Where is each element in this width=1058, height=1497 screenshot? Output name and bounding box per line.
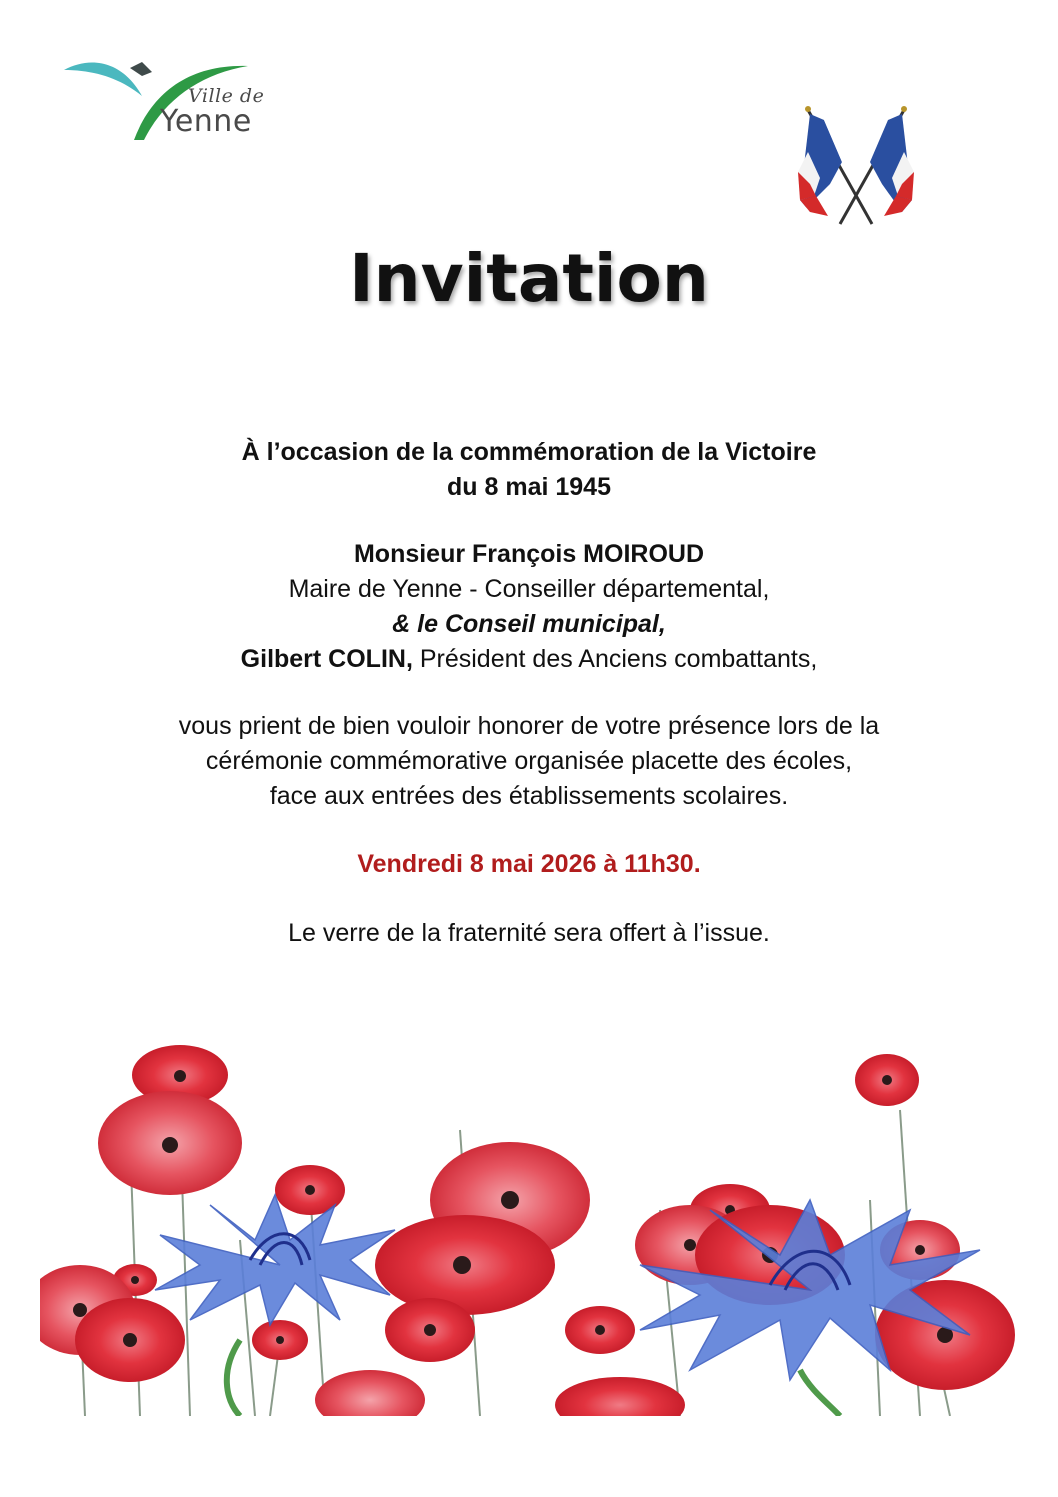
- municipal-council: & le Conseil municipal,: [392, 610, 666, 638]
- poppy-flowers: [40, 1045, 1015, 1416]
- president-role: Président des Anciens combattants,: [412, 645, 818, 673]
- page-title: Invitation: [349, 240, 709, 317]
- president-name: Gilbert COLIN,: [240, 645, 413, 673]
- mayor-name: Monsieur François MOIROUD: [353, 540, 705, 568]
- president-line: [0, 642, 1058, 677]
- mayor-role: Maire de Yenne - Conseiller départemental,: [288, 575, 770, 603]
- event-date: Vendredi 8 mai 2026 à 11h30.: [357, 850, 701, 878]
- logo-ville-de: Ville de: [188, 85, 265, 107]
- poppies-cornflowers-illustration: [40, 1040, 1020, 1416]
- body-line-2: cérémonie commémorative organisée placette des écoles,: [205, 747, 853, 775]
- occasion-line-2: du 8 mai 1945: [447, 473, 611, 501]
- logo-yenne: Yenne: [160, 104, 252, 139]
- closing-line: Le verre de la fraternité sera offert à l’issue.: [288, 919, 770, 947]
- occasion-line-1: À l’occasion de la commémoration de la Victoire: [241, 438, 817, 466]
- crossed-flags-icon: [790, 100, 922, 232]
- body-line-3: face aux entrées des établissements scolaires.: [269, 782, 789, 810]
- body-line-1: vous prient de bien vouloir honorer de votre présence lors de la: [178, 712, 880, 740]
